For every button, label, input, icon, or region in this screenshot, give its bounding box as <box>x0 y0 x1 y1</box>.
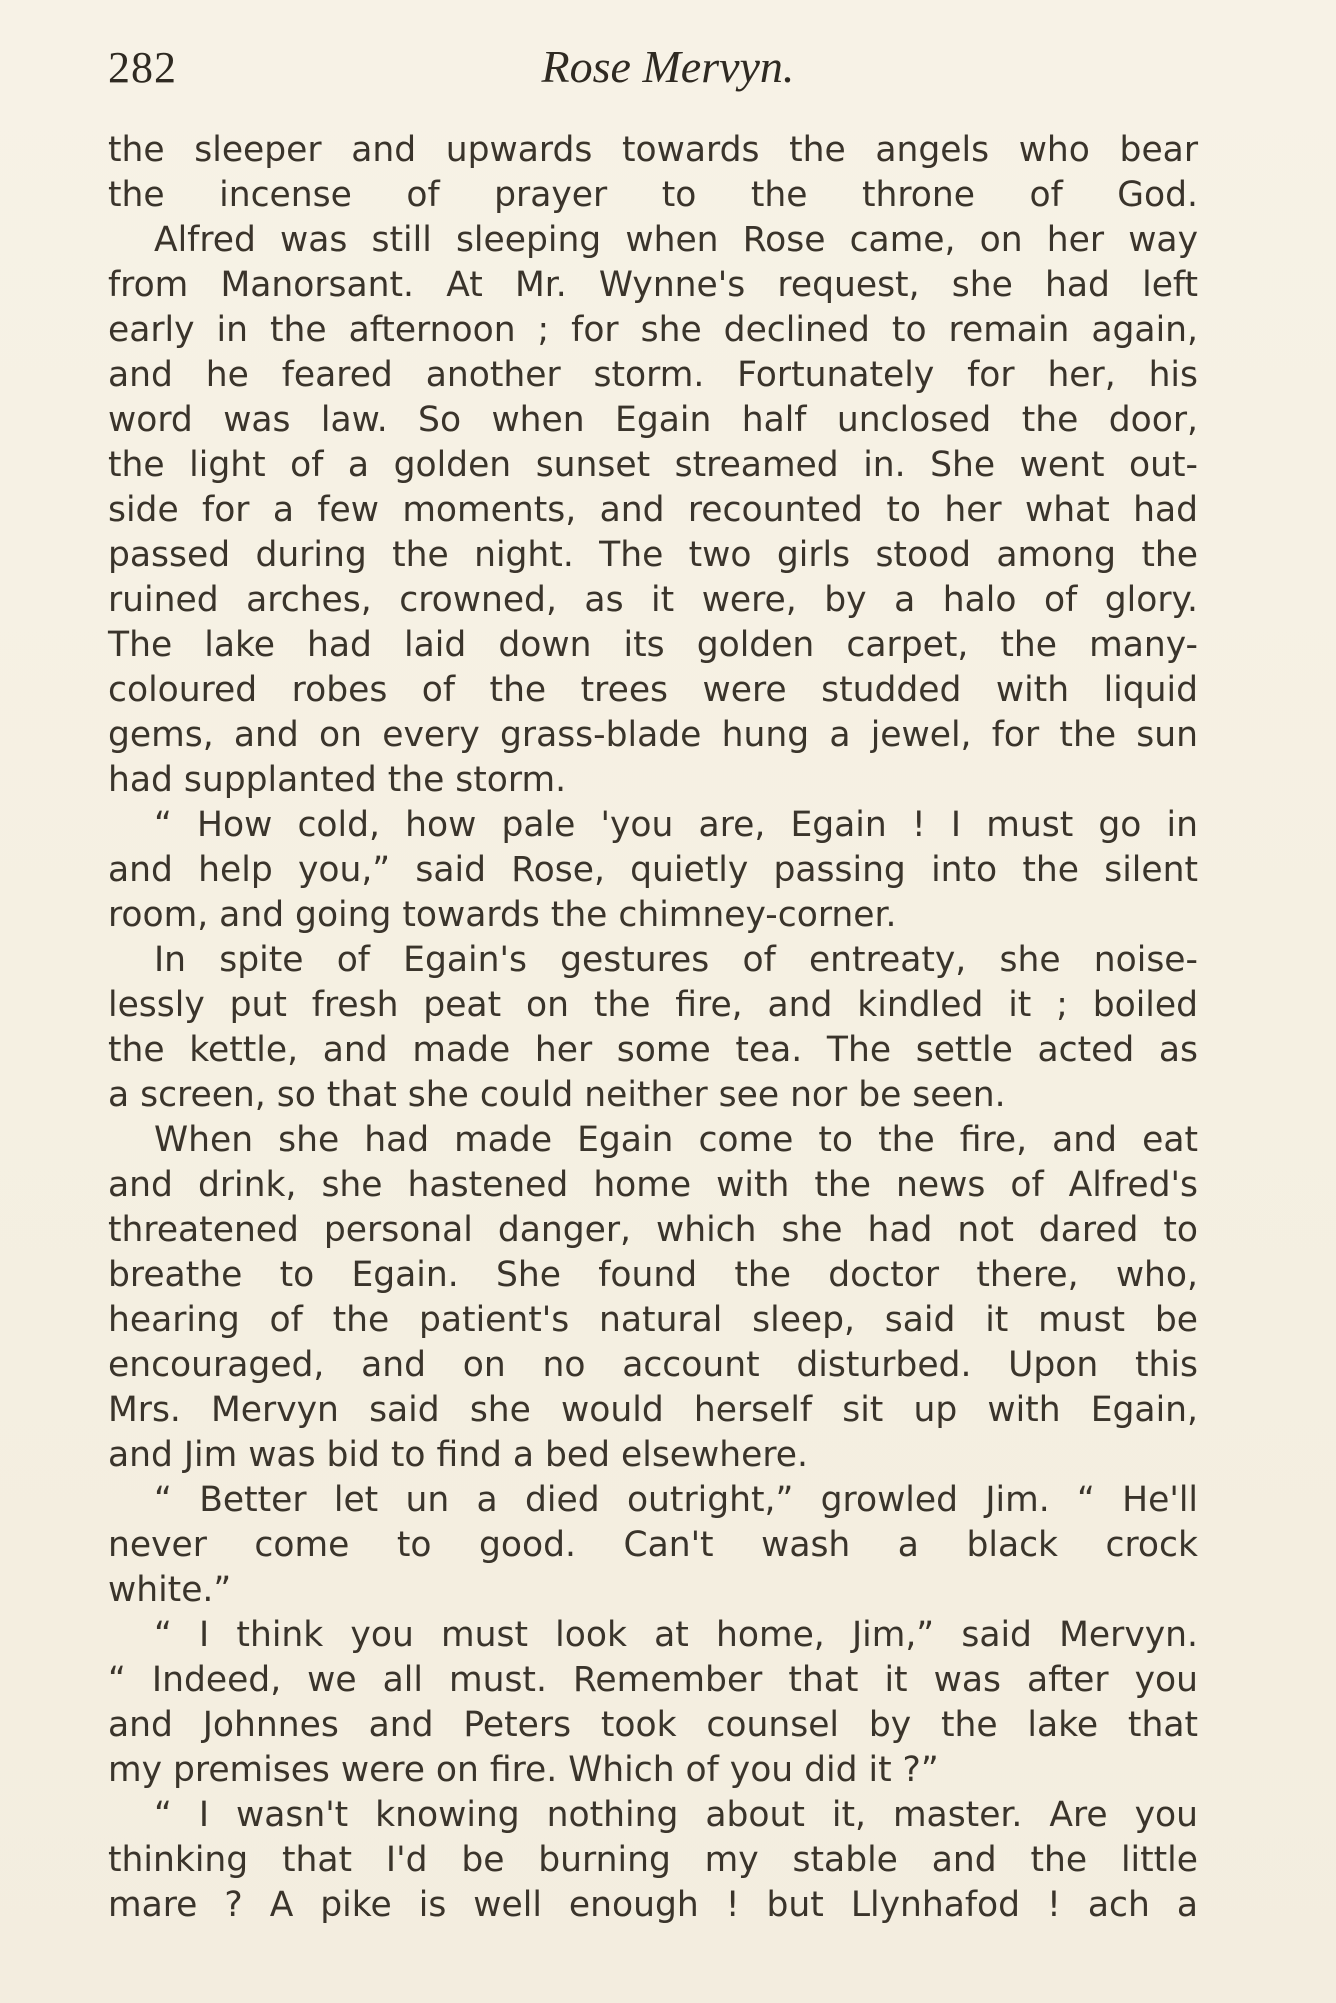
paragraph-line <box>108 443 1198 488</box>
text-line: When she had made Egain come to the fire, and eat <box>154 1120 1198 1160</box>
paragraph <box>108 1118 1198 1163</box>
text-line: a screen, so that she could neither see nor be seen. <box>108 1075 1006 1115</box>
text-line: side for a few moments, and recounted to her what had <box>108 490 1198 530</box>
text-line: my premises were on fire. Which of you did it ?” <box>108 1750 939 1790</box>
text-line: white.” <box>108 1570 232 1610</box>
paragraph-line <box>108 263 1198 308</box>
paragraph-line <box>108 983 1198 1028</box>
paragraph-line <box>108 578 1198 623</box>
text-line: and drink, she hastened home with the news of Alfred's <box>108 1165 1198 1205</box>
paragraph-line <box>108 353 1198 398</box>
paragraph <box>108 128 1198 218</box>
paragraph-line <box>108 1208 1198 1253</box>
text-line: had supplanted the storm. <box>108 760 567 800</box>
paragraph <box>108 1478 1198 1523</box>
text-line: Mrs. Mervyn said she would herself sit up with Egain, <box>108 1390 1198 1430</box>
paragraph-line <box>108 1748 1198 1793</box>
text-line: thinking that I'd be burning my stable and the little <box>108 1840 1198 1880</box>
paragraph-line <box>108 1838 1198 1883</box>
paragraph-line <box>108 1388 1198 1433</box>
paragraph-line <box>108 1883 1198 1928</box>
paragraph-line <box>108 1163 1198 1208</box>
page-header <box>108 36 1228 96</box>
paragraph-line <box>108 308 1198 353</box>
text-line: encouraged, and on no account disturbed. Upon this <box>108 1345 1198 1385</box>
paragraph-line <box>108 1523 1198 1568</box>
text-line: the light of a golden sunset streamed in. She went out- <box>108 445 1198 485</box>
text-line: Alfred was still sleeping when Rose came, on her way <box>154 220 1198 260</box>
text-line: “ I wasn't knowing nothing about it, master. Are you <box>154 1795 1198 1835</box>
text-line: and Johnnes and Peters took counsel by the lake that <box>108 1705 1198 1745</box>
text-line: ruined arches, crowned, as it were, by a halo of glory. <box>108 580 1198 620</box>
paragraph-line <box>108 1568 1198 1613</box>
paragraph-line <box>108 488 1198 533</box>
paragraph <box>108 1793 1198 1838</box>
paragraph <box>108 938 1198 983</box>
running-title: Rose Mervyn. <box>541 41 795 92</box>
paragraph-line <box>108 398 1198 443</box>
text-line: coloured robes of the trees were studded with liquid <box>108 670 1198 710</box>
text-line: and help you,” said Rose, quietly passing into the silent <box>108 850 1198 890</box>
page-number: 282 <box>108 43 177 92</box>
paragraph-line <box>108 623 1198 668</box>
text-line: the sleeper and upwards towards the angels who bear <box>108 130 1198 170</box>
text-line: “ Better let un a died outright,” growled Jim. “ He'll <box>154 1480 1198 1520</box>
paragraph-line <box>108 1433 1198 1478</box>
text-line: hearing of the patient's natural sleep, said it must be <box>108 1300 1198 1340</box>
paragraph <box>108 1613 1198 1658</box>
text-line: mare ? A pike is well enough ! but Llynhafod ! ach a <box>108 1885 1198 1925</box>
paragraph-line <box>108 848 1198 893</box>
body-text <box>108 128 1198 1928</box>
paragraph-line <box>108 1028 1198 1073</box>
text-line: the incense of prayer to the throne of God. <box>108 175 1198 215</box>
text-line: never come to good. Can't wash a black crock <box>108 1525 1198 1565</box>
text-line: and Jim was bid to find a bed elsewhere. <box>108 1435 808 1475</box>
text-line: The lake had laid down its golden carpet, the many- <box>108 625 1198 665</box>
paragraph-line <box>108 1658 1198 1703</box>
text-line: from Manorsant. At Mr. Wynne's request, she had left <box>108 265 1198 305</box>
text-line: In spite of Egain's gestures of entreaty, she noise- <box>154 940 1198 980</box>
text-line: early in the afternoon ; for she declined to remain again, <box>108 310 1198 350</box>
text-line: the kettle, and made her some tea. The settle acted as <box>108 1030 1198 1070</box>
text-line: room, and going towards the chimney-corner. <box>108 895 897 935</box>
paragraph <box>108 803 1198 848</box>
text-line: and he feared another storm. Fortunately for her, his <box>108 355 1198 395</box>
paragraph-line <box>108 533 1198 578</box>
paragraph-line <box>108 893 1198 938</box>
paragraph-line <box>108 1703 1198 1748</box>
paragraph-line <box>108 1073 1198 1118</box>
text-line: passed during the night. The two girls stood among the <box>108 535 1198 575</box>
paragraph-line <box>108 713 1198 758</box>
text-line: breathe to Egain. She found the doctor there, who, <box>108 1255 1198 1295</box>
text-line: “ I think you must look at home, Jim,” said Mervyn. <box>154 1615 1198 1655</box>
paragraph-line <box>108 668 1198 713</box>
paragraph-line <box>108 1298 1198 1343</box>
text-line: lessly put fresh peat on the fire, and kindled it ; boiled <box>108 985 1198 1025</box>
paragraph <box>108 218 1198 263</box>
text-line: “ Indeed, we all must. Remember that it was after you <box>108 1660 1198 1700</box>
paragraph-line <box>108 1343 1198 1388</box>
paragraph-line <box>108 758 1198 803</box>
text-line: word was law. So when Egain half unclosed the door, <box>108 400 1198 440</box>
text-line: threatened personal danger, which she had not dared to <box>108 1210 1198 1250</box>
paragraph-line <box>108 1253 1198 1298</box>
text-line: gems, and on every grass-blade hung a jewel, for the sun <box>108 715 1198 755</box>
text-line: “ How cold, how pale 'you are, Egain ! I must go in <box>154 805 1198 845</box>
